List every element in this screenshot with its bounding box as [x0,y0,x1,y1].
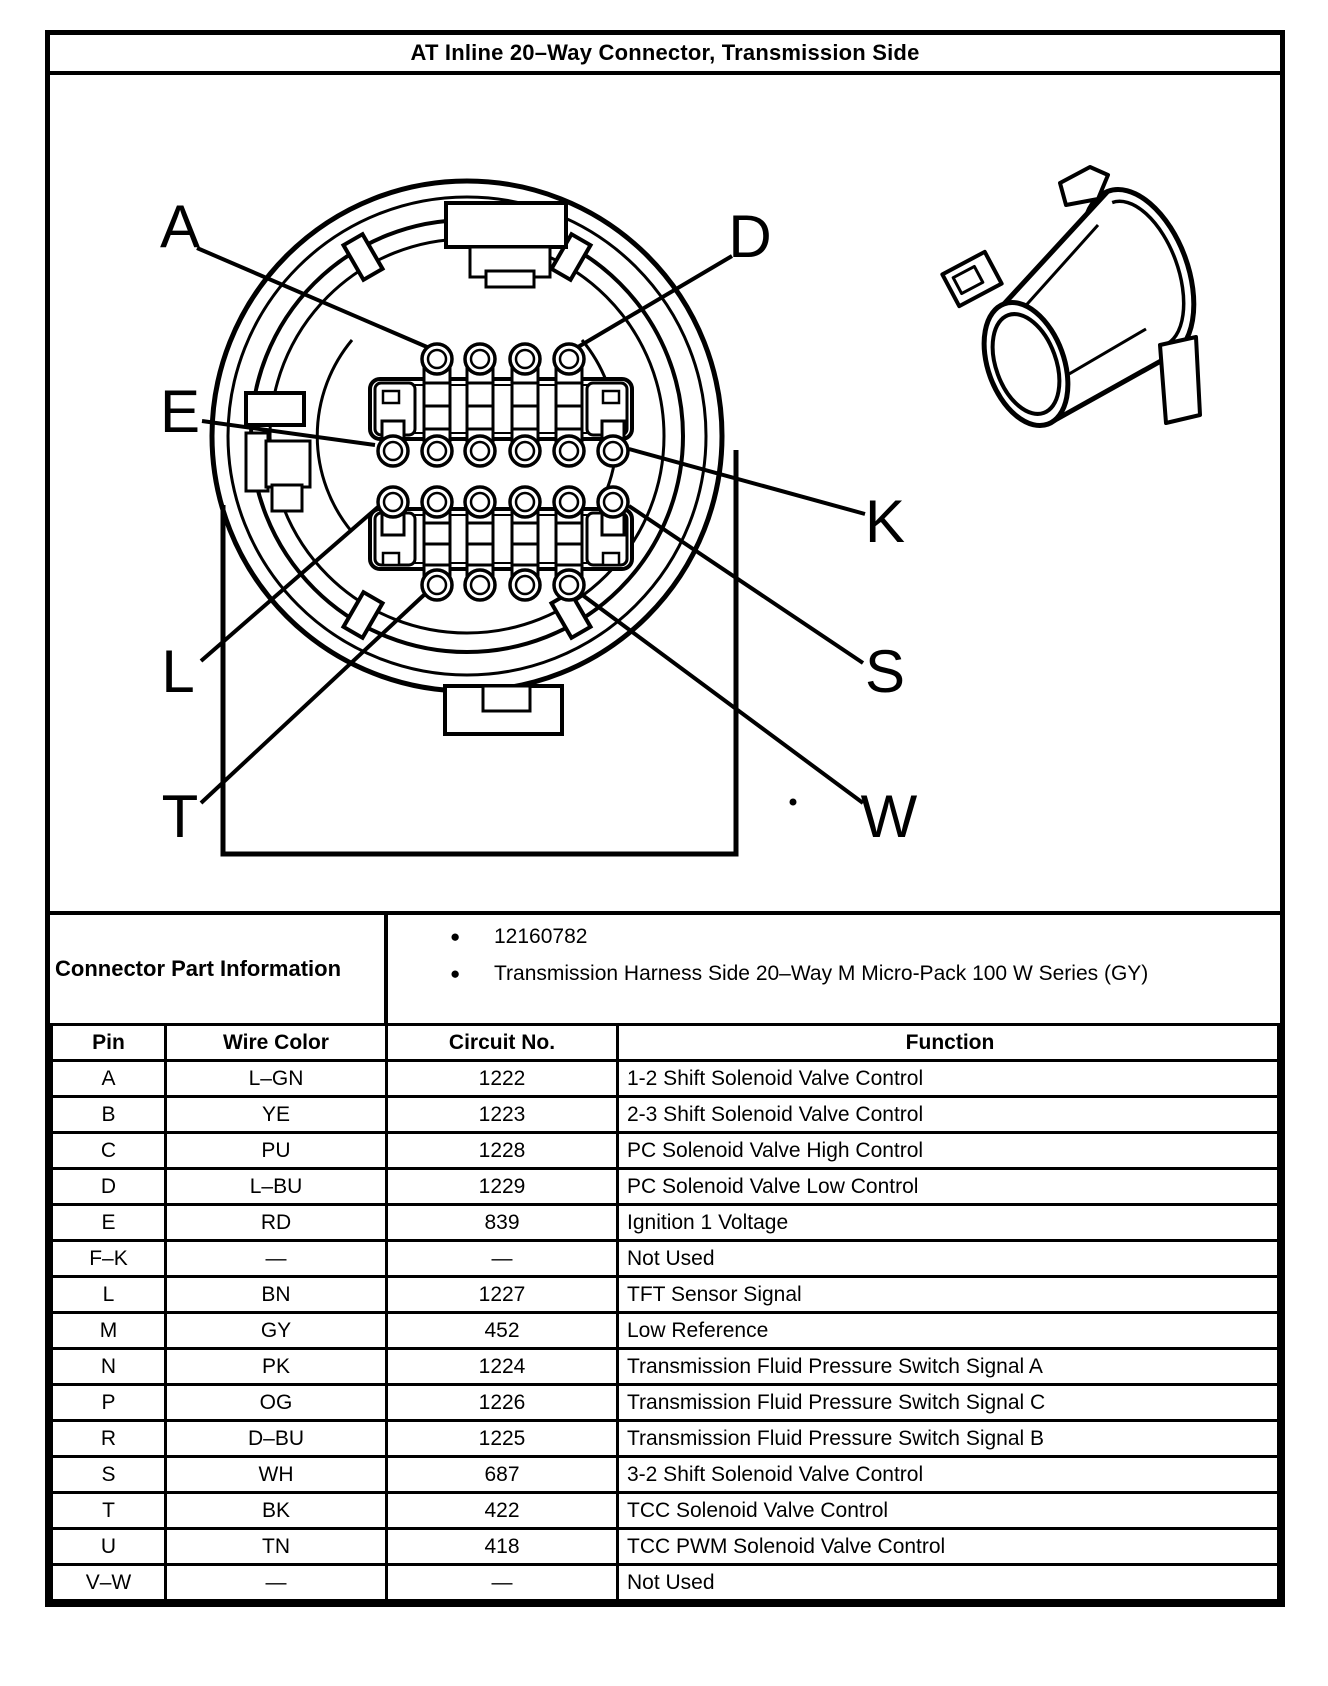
wire-color-cell: RD [166,1205,387,1241]
circuit-cell: — [387,1565,618,1601]
pin-cell: D [52,1169,166,1205]
connector-part-info-section [50,911,1280,1023]
part-number: 12160782 [494,925,588,948]
table-row [52,1169,1279,1205]
function-cell: Not Used [618,1241,1279,1277]
table-row [52,1097,1279,1133]
table-row [52,1349,1279,1385]
pin-cell: E [52,1205,166,1241]
pin-label-t: T [161,783,199,850]
pin-cell: A [52,1061,166,1097]
wire-color-cell: WH [166,1457,387,1493]
pin-cell: C [52,1133,166,1169]
leader-line-w [581,594,863,803]
leader-line-t [201,594,425,803]
function-cell: 1-2 Shift Solenoid Valve Control [618,1061,1279,1097]
function-cell: TFT Sensor Signal [618,1277,1279,1313]
pin-cell: S [52,1457,166,1493]
part-number-line [450,925,1272,949]
circuit-cell: 418 [387,1529,618,1565]
circuit-cell: 1229 [387,1169,618,1205]
bullet-icon: ● [450,964,461,983]
function-cell: 3-2 Shift Solenoid Valve Control [618,1457,1279,1493]
speck [790,799,797,806]
function-cell: Ignition 1 Voltage [618,1205,1279,1241]
function-cell: 2-3 Shift Solenoid Valve Control [618,1097,1279,1133]
circuit-cell: 1223 [387,1097,618,1133]
circuit-cell: 1224 [387,1349,618,1385]
function-cell: PC Solenoid Valve High Control [618,1133,1279,1169]
wire-color-cell: L–GN [166,1061,387,1097]
circuit-cell: 422 [387,1493,618,1529]
left-keying-feature [246,393,310,511]
pin-cell: L [52,1277,166,1313]
wire-color-cell: L–BU [166,1169,387,1205]
function-cell: TCC Solenoid Valve Control [618,1493,1279,1529]
pin-cell: P [52,1385,166,1421]
pin-cell: M [52,1313,166,1349]
table-row [52,1529,1279,1565]
function-cell: TCC PWM Solenoid Valve Control [618,1529,1279,1565]
title-text: AT Inline 20–Way Connector, Transmission Side [410,40,920,65]
function-cell: Transmission Fluid Pressure Switch Signal B [618,1421,1279,1457]
connector-diagram-panel [50,71,1280,911]
connector-3d-illustration [942,167,1215,437]
pin-cell: U [52,1529,166,1565]
header-circuit-no: Circuit No. [387,1025,618,1061]
pin-cell: V–W [52,1565,166,1601]
pin-label-d: D [728,203,772,270]
connector-part-info-values [388,915,1280,1023]
pin-cell: T [52,1493,166,1529]
function-cell: Transmission Fluid Pressure Switch Signal C [618,1385,1279,1421]
wire-color-cell: D–BU [166,1421,387,1457]
function-cell: Low Reference [618,1313,1279,1349]
connector-face-diagram [50,75,1290,911]
table-header-row [52,1025,1279,1061]
header-wire-color: Wire Color [166,1025,387,1061]
pin-block-lower [370,487,632,600]
pin-label-e: E [159,378,201,445]
wire-color-cell: PU [166,1133,387,1169]
function-cell: Transmission Fluid Pressure Switch Signal A [618,1349,1279,1385]
wire-color-cell: BK [166,1493,387,1529]
circuit-cell: — [387,1241,618,1277]
table-row [52,1385,1279,1421]
wire-color-cell: — [166,1241,387,1277]
header-pin: Pin [52,1025,166,1061]
circuit-cell: 687 [387,1457,618,1493]
part-description: Transmission Harness Side 20–Way M Micro-Pack 100 W Series (GY) [494,962,1149,985]
wire-color-cell: YE [166,1097,387,1133]
wire-color-cell: — [166,1565,387,1601]
wire-color-cell: BN [166,1277,387,1313]
table-row [52,1061,1279,1097]
pin-label-a: A [159,193,201,260]
pin-cell: B [52,1097,166,1133]
table-row [52,1241,1279,1277]
circuit-cell: 1225 [387,1421,618,1457]
circuit-cell: 1222 [387,1061,618,1097]
part-description-line [450,962,1272,986]
pin-label-w: W [860,783,918,850]
circuit-cell: 452 [387,1313,618,1349]
pin-cell: F–K [52,1241,166,1277]
table-row [52,1565,1279,1601]
leader-line-k [629,449,865,514]
table-row [52,1205,1279,1241]
function-cell: Not Used [618,1565,1279,1601]
wire-color-cell: PK [166,1349,387,1385]
function-cell: PC Solenoid Valve Low Control [618,1169,1279,1205]
table-row [52,1277,1279,1313]
pin-label-s: S [864,638,906,705]
wire-color-cell: OG [166,1385,387,1421]
connector-part-info-label-text: Connector Part Information [55,956,342,982]
circuit-cell: 839 [387,1205,618,1241]
pin-cell: R [52,1421,166,1457]
leader-line-s [629,506,863,663]
table-row [52,1421,1279,1457]
wire-color-cell: GY [166,1313,387,1349]
manual-page [45,30,1285,1607]
pin-block-upper [370,344,632,466]
connector-part-info-label [50,915,388,1023]
circuit-cell: 1227 [387,1277,618,1313]
table-row [52,1313,1279,1349]
bottom-index-tab [445,686,562,734]
header-function: Function [618,1025,1279,1061]
circuit-cell: 1226 [387,1385,618,1421]
pin-label-l: L [161,638,195,705]
pin-cell: N [52,1349,166,1385]
page-title [50,35,1280,71]
table-row [52,1457,1279,1493]
pinout-table [50,1023,1280,1602]
wire-color-cell: TN [166,1529,387,1565]
top-index-tab [446,203,566,287]
bullet-icon: ● [450,927,461,946]
table-row [52,1133,1279,1169]
pin-label-k: K [864,488,906,555]
circuit-cell: 1228 [387,1133,618,1169]
table-row [52,1493,1279,1529]
